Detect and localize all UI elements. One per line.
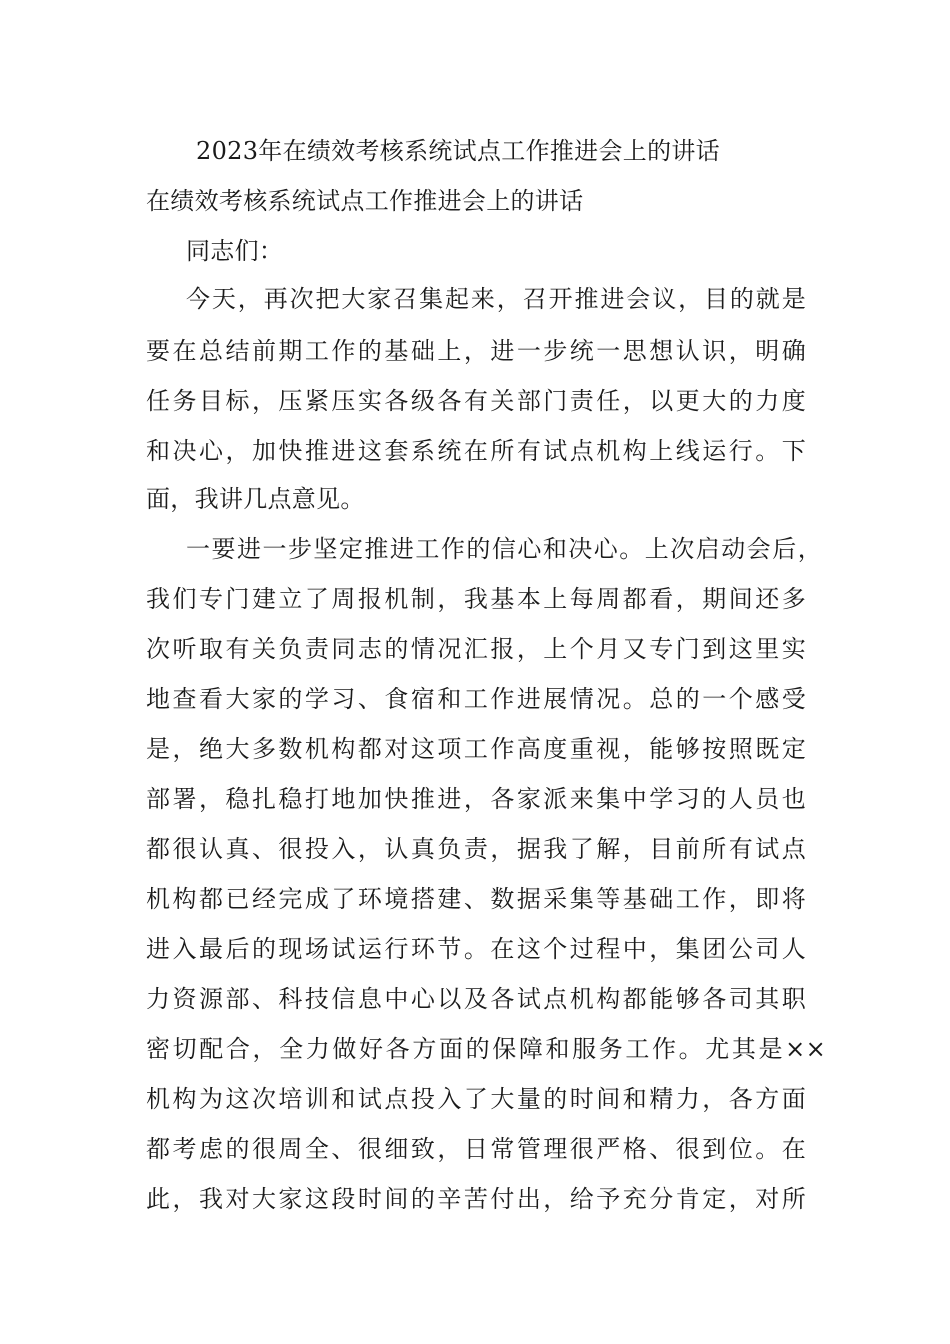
paragraph-line: 力资源部、科技信息中心以及各试点机构都能够各司其职 xyxy=(146,985,806,1013)
paragraph-line: 次听取有关负责同志的情况汇报，上个月又专门到这里实 xyxy=(146,635,806,663)
paragraph-line: 进入最后的现场试运行环节。在这个过程中，集团公司人 xyxy=(146,935,806,963)
document-subtitle: 在绩效考核系统试点工作推进会上的讲话 xyxy=(146,187,584,215)
paragraph-line: 机构为这次培训和试点投入了大量的时间和精力，各方面 xyxy=(146,1085,806,1113)
paragraph-line: 面，我讲几点意见。 xyxy=(146,485,365,513)
paragraph-line: 我们专门建立了周报机制，我基本上每周都看，期间还多 xyxy=(146,585,806,613)
paragraph-line: 机构都已经完成了环境搭建、数据采集等基础工作，即将 xyxy=(146,885,806,913)
paragraph-line: 都很认真、很投入，认真负责，据我了解，目前所有试点 xyxy=(146,835,806,863)
paragraph-line: 今天，再次把大家召集起来，召开推进会议，目的就是 xyxy=(186,285,806,313)
paragraph-line: 密切配合，全力做好各方面的保障和服务工作。尤其是×× xyxy=(146,1035,826,1063)
paragraph-line: 任务目标，压紧压实各级各有关部门责任，以更大的力度 xyxy=(146,387,806,415)
paragraph-line: 是，绝大多数机构都对这项工作高度重视，能够按照既定 xyxy=(146,735,806,763)
paragraph-line: 地查看大家的学习、食宿和工作进展情况。总的一个感受 xyxy=(146,685,806,713)
paragraph-line: 和决心，加快推进这套系统在所有试点机构上线运行。下 xyxy=(146,437,806,465)
paragraph-line: 部署，稳扎稳打地加快推进，各家派来集中学习的人员也 xyxy=(146,785,806,813)
paragraph-line: 都考虑的很周全、很细致，日常管理很严格、很到位。在 xyxy=(146,1135,806,1163)
salutation: 同志们： xyxy=(186,237,284,265)
document-title: 2023年在绩效考核系统试点工作推进会上的讲话 xyxy=(196,137,720,165)
paragraph-line: 要在总结前期工作的基础上，进一步统一思想认识，明确 xyxy=(146,337,806,365)
paragraph-line: 此，我对大家这段时间的辛苦付出，给予充分肯定，对所 xyxy=(146,1185,806,1213)
paragraph-line: 一要进一步坚定推进工作的信心和决心。上次启动会后， xyxy=(186,535,822,563)
